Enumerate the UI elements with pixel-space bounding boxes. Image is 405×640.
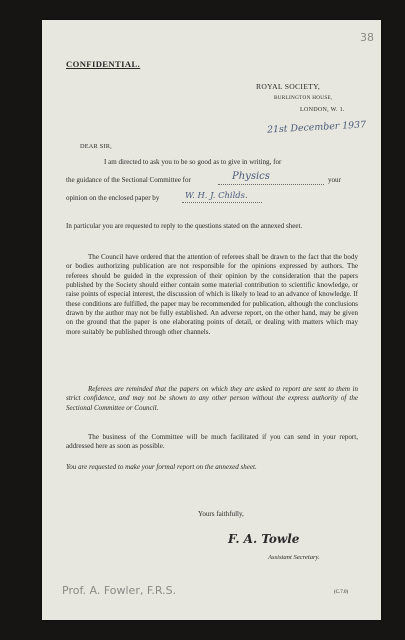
author-handwritten: W. H. J. Childs. <box>185 190 248 200</box>
paragraph-annexed-questions: In particular you are requested to reply to the questions stated on the annexed sheet. <box>66 222 303 230</box>
signatory-title: Assistant Secretary. <box>268 554 320 561</box>
page-number: 38 <box>360 31 374 44</box>
address-line-1: BURLINGTON HOUSE, <box>274 95 333 101</box>
subject-blank <box>218 184 324 185</box>
closing: Yours faithfully, <box>198 510 244 518</box>
intro-line-2-after: your <box>328 176 341 184</box>
org-name: ROYAL SOCIETY, <box>256 82 321 91</box>
letter-page <box>42 20 381 620</box>
intro-line-3-before: opinion on the enclosed paper by <box>66 194 160 202</box>
formal-report-note: You are requested to make your formal report on the annexed sheet. <box>66 463 257 471</box>
intro-line-1: I am directed to ask you to be so good as to give in writing, for <box>104 158 282 166</box>
date-handwritten: 21st December 1937 <box>266 119 367 136</box>
subject-handwritten: Physics <box>232 171 270 182</box>
form-code: (C.7.0) <box>334 590 349 595</box>
paragraph-council-referees: The Council have ordered that the attention of referees shall be drawn to the fact that the body or bodies authorizing publication are not responsible for the opinions expressed by authors. The referees should be guided in the expression of their opinion by the consideration that the papers published by the Society should either contain some material contribution to scientific knowledge, or raise points of especial interest, the discussion of which is likely to lead to an advance of knowledge. If these conditions are fulfilled, the paper may be recommended for publication, although the conclusions drawn by the author may not be fully established. An adverse report, on the other hand, may be given on the ground that the paper is one elaborating points of detail, or dealing with matters which may more suitably be published through other channels. <box>66 253 358 336</box>
paragraph-confidentiality: Referees are reminded that the papers on which they are asked to report are sent to them in strict confidence, and may not be shown to any other person without the express authority of the Sectional Committee or Council. <box>66 385 358 412</box>
confidential-heading: CONFIDENTIAL. <box>66 59 141 69</box>
recipient-pencil: Prof. A. Fowler, F.R.S. <box>62 584 177 597</box>
signature-handwritten: F. A. Towle <box>228 532 300 546</box>
salutation: DEAR SIR, <box>80 143 112 150</box>
paragraph-send-report: The business of the Committee will be much facilitated if you can send in your report, addressed here as soon as possible. <box>66 433 358 451</box>
address-line-2: LONDON, W. 1. <box>300 107 345 113</box>
intro-line-2-before: the guidance of the Sectional Committee for <box>66 176 191 184</box>
author-blank <box>182 202 262 203</box>
